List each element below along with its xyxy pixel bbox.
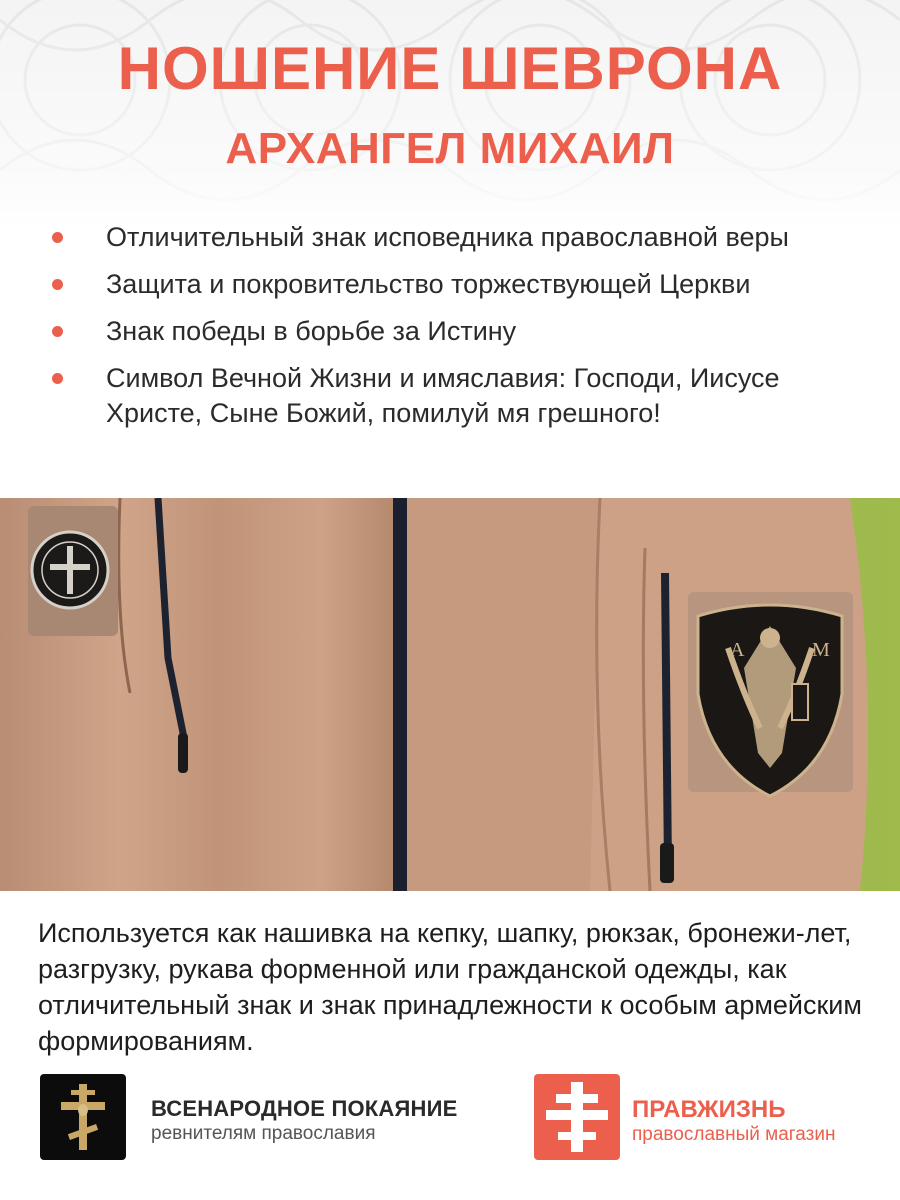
bullet-icon (52, 279, 63, 290)
bullet-icon (52, 232, 63, 243)
brand-pravzhizn (534, 1074, 874, 1160)
list-item-text: Отличительный знак исповедника православной веры (106, 222, 789, 252)
orthodox-cross-icon (40, 1074, 126, 1160)
bullet-icon (52, 326, 63, 337)
brand-vsenarodnoe-pokayanie (40, 1074, 480, 1160)
archangel-michael-patch (688, 592, 853, 796)
page-title: НОШЕНИЕ ШЕВРОНА (117, 35, 783, 102)
bullet-icon (52, 373, 63, 384)
patch-letter: М (812, 639, 830, 661)
brand-name: ПРАВЖИЗНЬ (632, 1096, 786, 1123)
brand-name: ВСЕНАРОДНОЕ ПОКАЯНИЕ (151, 1096, 458, 1121)
round-patch (28, 506, 118, 636)
usage-description: Используется как нашивка на кепку, шапку, рюкзак, бронежи-лет, разгрузку, рукава форменной или гражданской одежды, как отличительный знак и знак принадлежности к особым армейским формированиям. (38, 918, 862, 1056)
list-item (48, 361, 868, 431)
list-item (48, 220, 868, 255)
list-item-text: Знак победы в борьбе за Истину (106, 316, 517, 346)
feature-list (48, 220, 868, 443)
list-item-text: Защита и покровительство торжествующей Церкви (106, 269, 751, 299)
jacket-illustration (0, 498, 900, 891)
list-item-text: Символ Вечной Жизни и имяславия: Господи, Иисусе Христе, Сыне Божий, помилуй мя грешного! (106, 363, 780, 428)
brand-tagline: православный магазин (632, 1124, 836, 1145)
cross-logo-icon (534, 1074, 620, 1160)
brand-tagline: ревнителям православия (151, 1123, 376, 1144)
product-photo (0, 498, 900, 891)
list-item (48, 267, 868, 302)
page-subtitle: АРХАНГЕЛ МИХАИЛ (225, 124, 675, 173)
list-item (48, 314, 868, 349)
patch-letter: А (730, 639, 745, 661)
